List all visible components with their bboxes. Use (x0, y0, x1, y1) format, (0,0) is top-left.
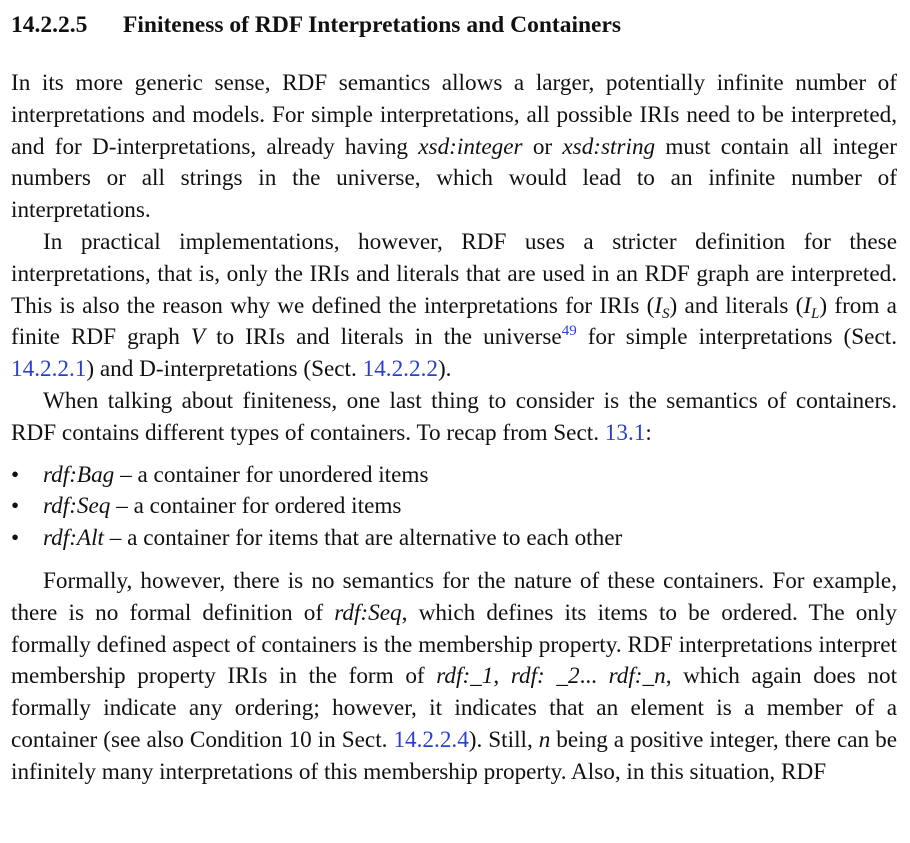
term-xsd-integer: xsd:integer (418, 133, 523, 160)
section-number: 14.2.2.5 (11, 12, 88, 38)
text: being a positive integer, there can be infinitely many interpretations of this membership property. Also, in this situation, RDF (11, 727, 897, 785)
math-subscript-s: S (662, 305, 670, 322)
section-title: Finiteness of RDF Interpretations and Containers (123, 12, 622, 38)
bullet-icon: • (11, 493, 20, 520)
text: , which defines its items to be ordered. The only formally defined aspect of containers is the membership property. RDF interpretations interpret membership property IRIs in the form of (11, 599, 897, 690)
container-list (11, 460, 897, 555)
section-heading (11, 8, 897, 42)
list-item (11, 460, 897, 492)
term-rdf-seq: rdf:Seq (334, 599, 402, 626)
text: : (645, 419, 652, 446)
text: ). (437, 356, 452, 383)
paragraph-2 (11, 227, 897, 386)
paragraph-3 (11, 386, 897, 450)
section-link[interactable]: 14.2.2.1 (11, 356, 87, 383)
container-desc: – a container for ordered items (110, 493, 402, 520)
term-rdf-1: rdf:_1 (436, 663, 494, 690)
section-link[interactable]: 13.1 (604, 419, 646, 446)
math-i: I (654, 292, 663, 319)
list-item (11, 491, 897, 523)
text: to IRIs and literals in the universe (205, 324, 562, 351)
text: Formally, however, there is no semantics for the nature of these containers. For example, there is no formal definition of (11, 568, 897, 626)
math-i: I (803, 292, 812, 319)
text: for simple interpretations (Sect. (576, 324, 897, 351)
footnote-link[interactable]: 49 (561, 323, 577, 340)
text: , which again does not formally indicate any ordering; however, it indicates that an element is a member of a container (see also Condition 10 in Sect. (11, 663, 898, 754)
paragraph-4 (11, 566, 897, 789)
text: In its more generic sense, RDF semantics allows a larger, potentially infinite number of interpretations and models. For simple interpretations, all possible IRIs need to be interpreted, and for D-interpretations, already having (11, 70, 897, 160)
container-desc: – a container for unordered items (114, 461, 429, 488)
list-item (11, 523, 897, 555)
text: or (522, 133, 563, 160)
text: ) from a finite RDF graph (11, 292, 897, 351)
bullet-icon: • (11, 461, 20, 488)
text: In practical implementations, however, RDF uses a stricter definition for these interpretations, that is, only the IRIs and literals that are used in an RDF graph are interpreted. This is also the reason why we defined the interpretations for IRIs ( (11, 228, 897, 319)
section-link[interactable]: 14.2.2.4 (393, 727, 469, 754)
math-subscript-l: L (811, 305, 820, 322)
text: ) and D-interpretations (Sect. (86, 356, 363, 383)
page (11, 8, 897, 789)
container-term: rdf:Bag (43, 461, 115, 488)
math-n: n (538, 727, 551, 754)
text: When talking about finiteness, one last thing to consider is the semantics of containers. RDF contains different types of containers. To recap from Sect. (11, 387, 897, 446)
container-term: rdf:Alt (43, 524, 104, 551)
container-term: rdf:Seq (43, 493, 111, 520)
text: ). Still, (468, 727, 539, 754)
container-desc: – a container for items that are alternative to each other (103, 524, 623, 551)
paragraph-1 (11, 68, 897, 227)
term-rdf-n: rdf:_n (608, 663, 666, 690)
term-rdf-2: rdf: _2 (510, 663, 580, 690)
math-v: V (190, 324, 206, 351)
section-link[interactable]: 14.2.2.2 (362, 356, 438, 383)
bullet-icon: • (11, 524, 20, 551)
text: ... (579, 663, 609, 690)
term-xsd-string: xsd:string (562, 133, 656, 160)
text: ) and literals ( (669, 292, 804, 319)
text: must contain all integer numbers or all strings in the universe, which would lead to an infinite number of interpretations. (11, 133, 898, 224)
text: , (493, 663, 511, 690)
